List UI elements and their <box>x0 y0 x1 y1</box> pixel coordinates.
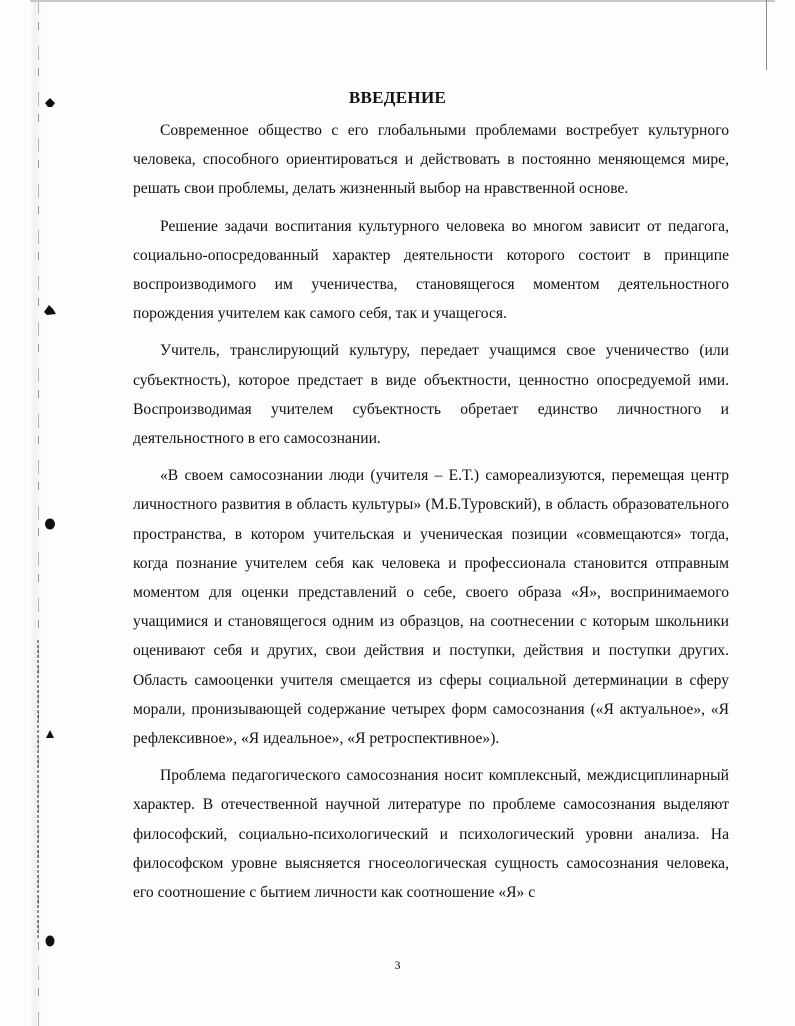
scan-top-border <box>30 0 775 2</box>
page-number: 3 <box>394 958 401 972</box>
punch-hole-mark-icon <box>43 728 57 742</box>
punch-hole-mark-icon <box>43 517 57 531</box>
scan-binding-line-dense <box>37 640 39 940</box>
paragraph: Проблема педагогического самосознания носит комплексный, междисциплинарный характер. В отечественной научной литературе по проблеме самосознания выделяют философский, социально-психологический и психологический уровни анализа. На философском уровне выясняется гносеологическая сущность самосознания человека, его соотношение с бытием личности как соотношение «Я» с <box>133 767 729 902</box>
body-text <box>133 116 729 915</box>
scan-binding-shadow <box>30 0 42 1026</box>
punch-hole-mark-icon <box>43 303 57 317</box>
paragraph: Современное общество с его глобальными проблемами востребует культурного человека, способного ориентироваться и действовать в постоянно меняющемся мире, решать свои проблемы, делать жизненный выбор на нравственной основе. <box>133 122 729 198</box>
paragraph: Решение задачи воспитания культурного человека во многом зависит от педагога, социально-опосредованный характер деятельности которого состоит в принципе воспроизводимого им ученичества, становящегося моментом деятельностного порождения учителем как самого себя, так и учащегося. <box>133 217 729 323</box>
scan-right-border <box>766 0 767 70</box>
paragraph: «В своем самосознании люди (учителя – Е.Т.) самореализуются, перемещая центр личностного развития в область культуры» (М.Б.Туровский), в область образовательного пространства, в котором учительская и ученическая позиции «совмещаются» тогда, когда познание учителем себя как человека и профессионала становится отправным моментом для оценки представлений о себе, своего образа «Я», воспринимаемого учащимися и становящегося одним из образцов, на соотнесении с которым школьники оценивают себя и других, свои действия и поступки, действия и поступки других. Область самооценки учителя смещается из сферы социальной детерминации в сферу морали, пронизывающей содержание четырех форм самосознания («Я актуальное», «Я рефлексивное», «Я идеальное», «Я ретроспективное»). <box>133 467 729 748</box>
punch-hole-mark-icon <box>43 934 57 948</box>
paragraph: Учитель, транслирующий культуру, передает учащимся свое ученичество (или субъектность), которое предстает в виде объектности, ценностно опосредуемой ими. Воспроизводимая учителем субъектность обретает единство личностного и деятельностного в его самосознании. <box>133 342 729 448</box>
section-title: ВВЕДЕНИЕ <box>348 88 447 107</box>
